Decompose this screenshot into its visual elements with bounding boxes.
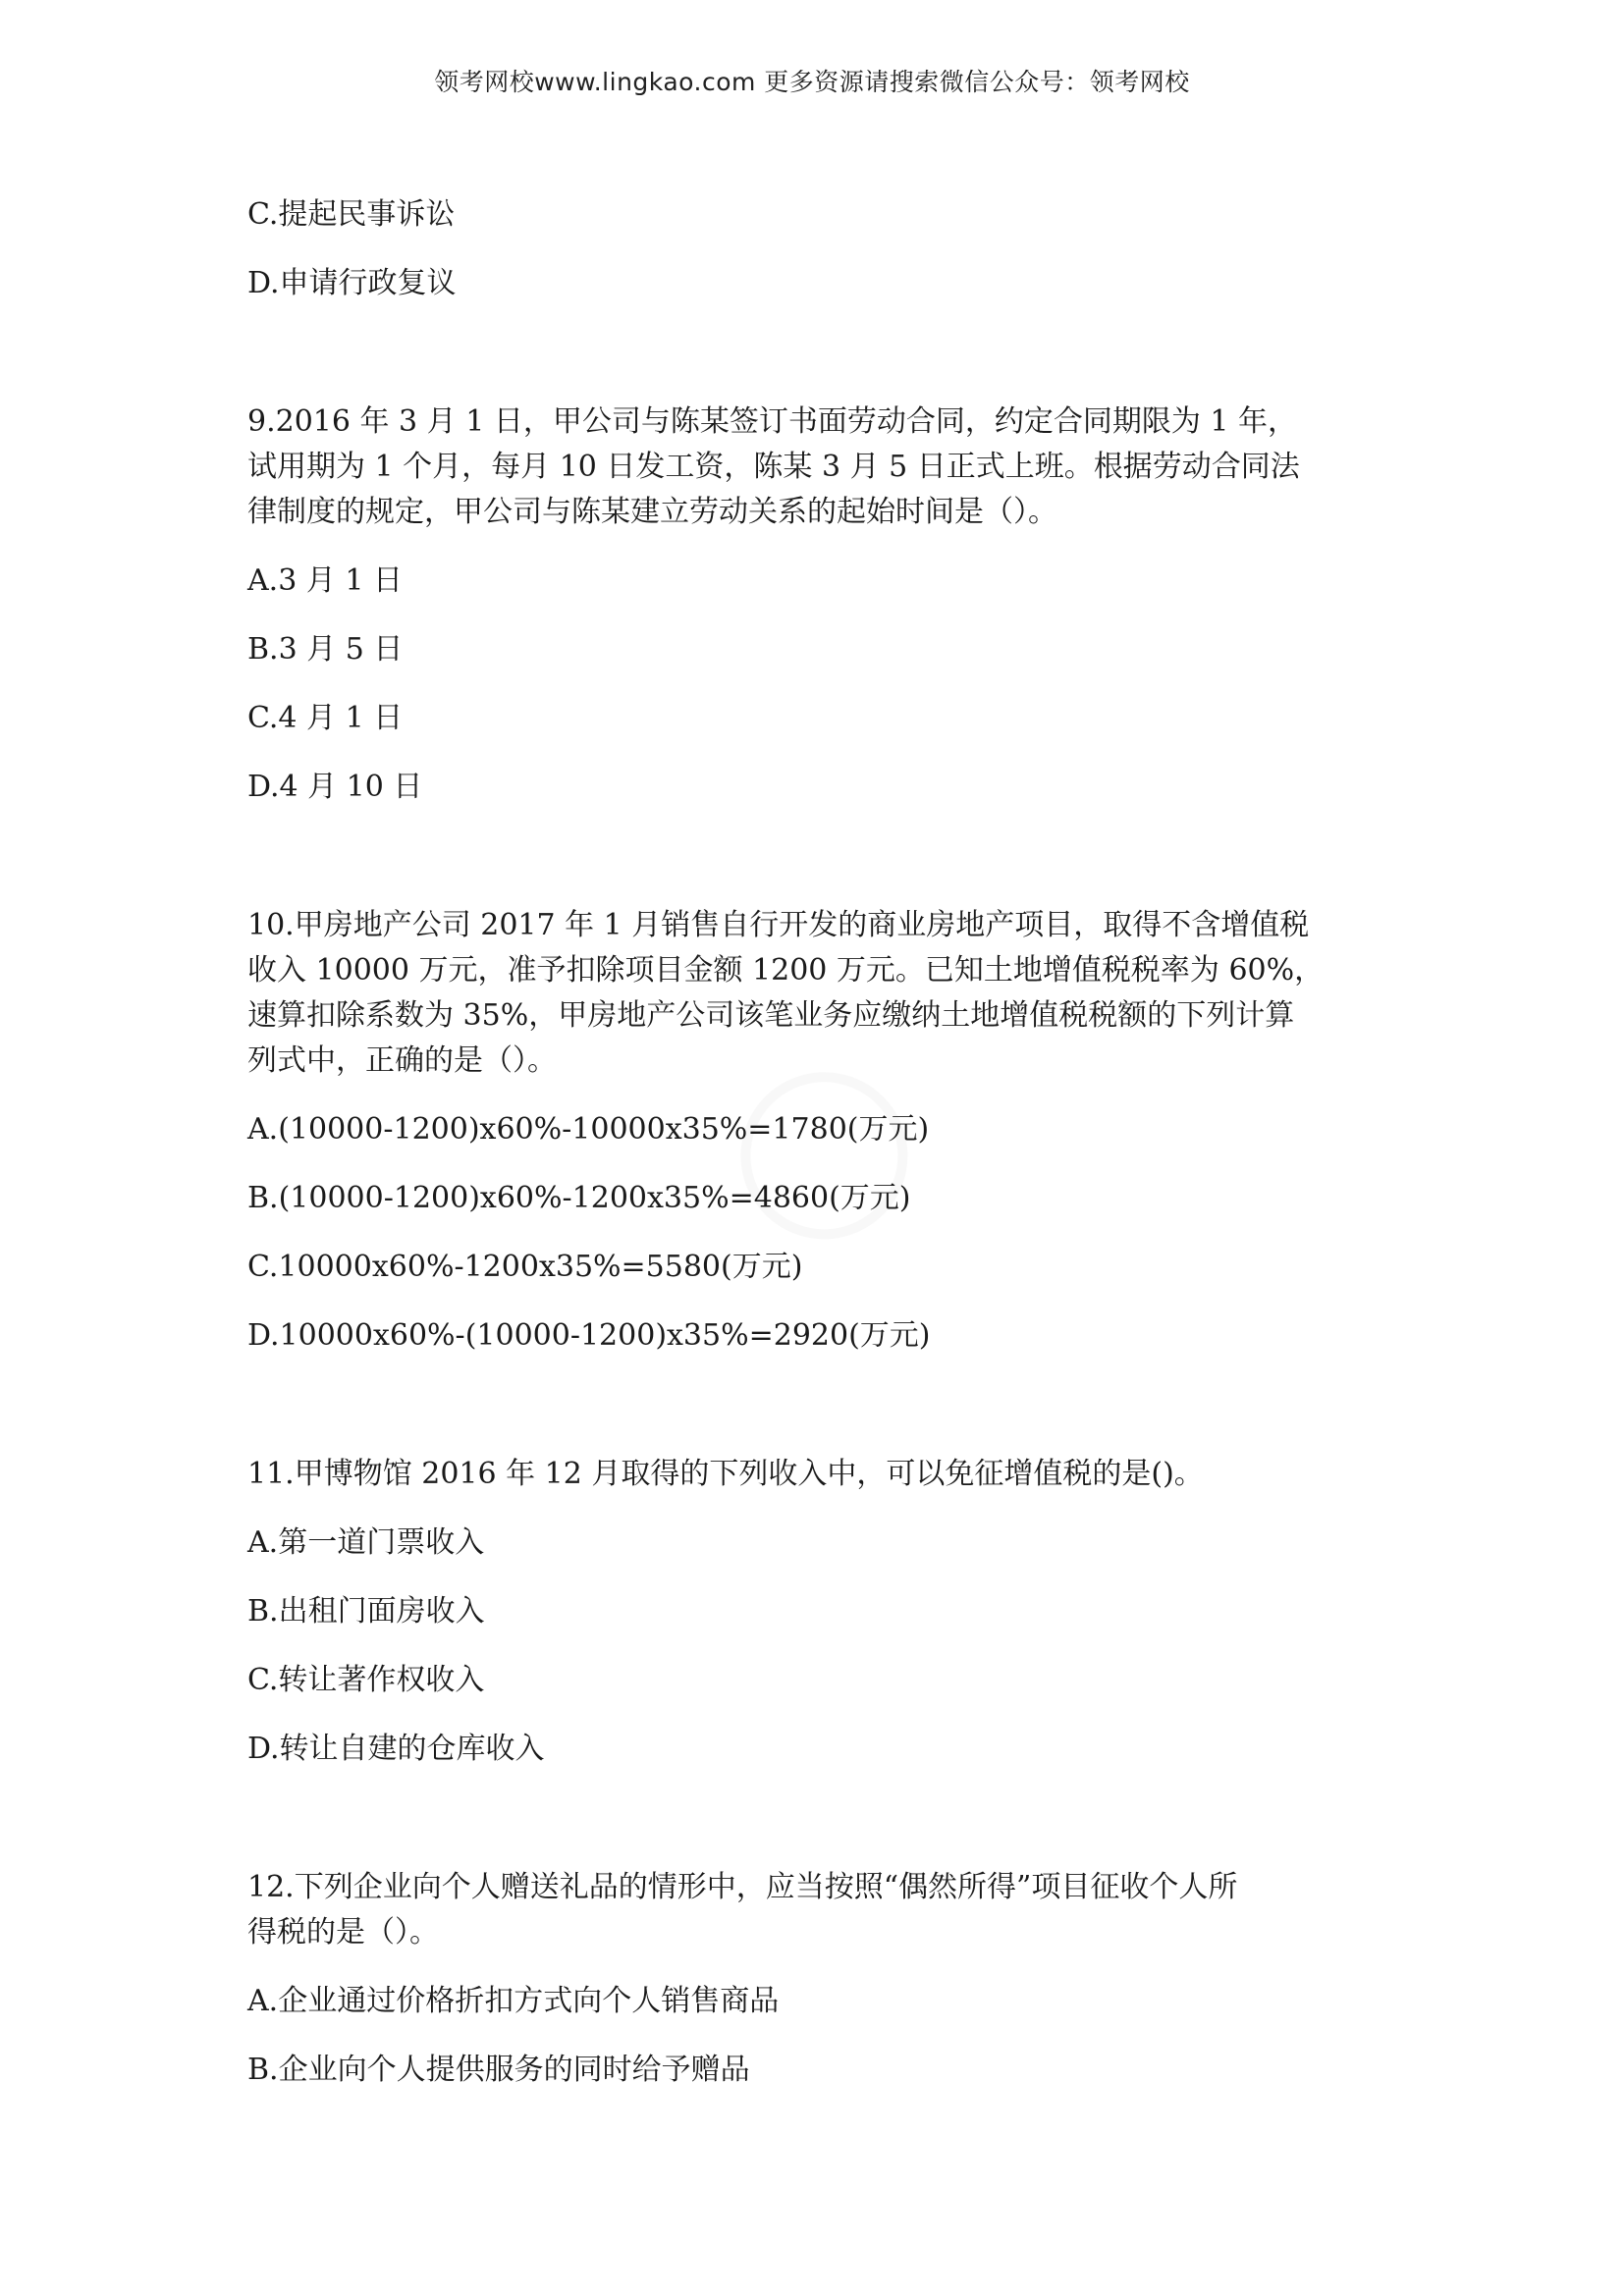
question-stem-line: 律制度的规定，甲公司与陈某建立劳动关系的起始时间是（）。 bbox=[247, 495, 1057, 529]
option-prev-d: D.申请行政复议 bbox=[247, 266, 457, 300]
option-prev-c: C.提起民事诉讼 bbox=[247, 197, 456, 232]
question-stem-line: 试用期为 1 个月，每月 10 日发工资，陈某 3 月 5 日正式上班。根据劳动合同法 bbox=[247, 450, 1300, 484]
question-11-option-d: D.转让自建的仓库收入 bbox=[247, 1732, 545, 1766]
question-12-stem bbox=[247, 1865, 1386, 1955]
question-10-option-a: A.(10000-1200)x60%-10000x35%=1780(万元) bbox=[247, 1112, 930, 1147]
question-stem-line: 9.2016 年 3 月 1 日，甲公司与陈某签订书面劳动合同，约定合同期限为 1 年， bbox=[247, 404, 1297, 439]
question-stem-line: 速算扣除系数为 35%，甲房地产公司该笔业务应缴纳土地增值税税额的下列计算 bbox=[247, 998, 1295, 1033]
question-11-option-c: C.转让著作权收入 bbox=[247, 1663, 485, 1697]
question-stem-line: 列式中，正确的是（）。 bbox=[247, 1043, 557, 1078]
question-9-option-c: C.4 月 1 日 bbox=[247, 701, 404, 735]
page-header: 领考网校www.lingkao.com 更多资源请搜索微信公众号：领考网校 bbox=[434, 68, 1190, 96]
question-10-option-c: C.10000x60%-1200x35%=5580(万元) bbox=[247, 1250, 803, 1284]
question-11-option-a: A.第一道门票收入 bbox=[247, 1525, 485, 1560]
question-12-option-b: B.企业向个人提供服务的同时给予赠品 bbox=[247, 2053, 750, 2087]
question-stem-line: 10.甲房地产公司 2017 年 1 月销售自行开发的商业房地产项目，取得不含增值税 bbox=[247, 908, 1310, 942]
question-9-option-b: B.3 月 5 日 bbox=[247, 632, 404, 667]
question-12-option-a: A.企业通过价格折扣方式向个人销售商品 bbox=[247, 1984, 780, 2018]
question-11-option-b: B.出租门面房收入 bbox=[247, 1594, 485, 1629]
question-9-option-d: D.4 月 10 日 bbox=[247, 770, 423, 804]
question-11-stem bbox=[247, 1452, 1386, 1497]
question-stem-line: 得税的是（）。 bbox=[247, 1915, 439, 1949]
question-9-option-a: A.3 月 1 日 bbox=[247, 563, 403, 598]
question-9-stem bbox=[247, 400, 1386, 535]
question-10-stem bbox=[247, 903, 1386, 1084]
question-stem-line: 收入 10000 万元，准予扣除项目金额 1200 万元。已知土地增值税税率为 60%， bbox=[247, 953, 1325, 988]
question-10-option-d: D.10000x60%-(10000-1200)x35%=2920(万元) bbox=[247, 1318, 931, 1353]
document-body bbox=[247, 192, 1386, 2116]
question-10-option-b: B.(10000-1200)x60%-1200x35%=4860(万元) bbox=[247, 1181, 911, 1215]
question-stem-line: 12.下列企业向个人赠送礼品的情形中，应当按照“偶然所得”项目征收个人所 bbox=[247, 1870, 1238, 1904]
question-stem-line: 11.甲博物馆 2016 年 12 月取得的下列收入中，可以免征增值税的是()。 bbox=[247, 1457, 1204, 1491]
